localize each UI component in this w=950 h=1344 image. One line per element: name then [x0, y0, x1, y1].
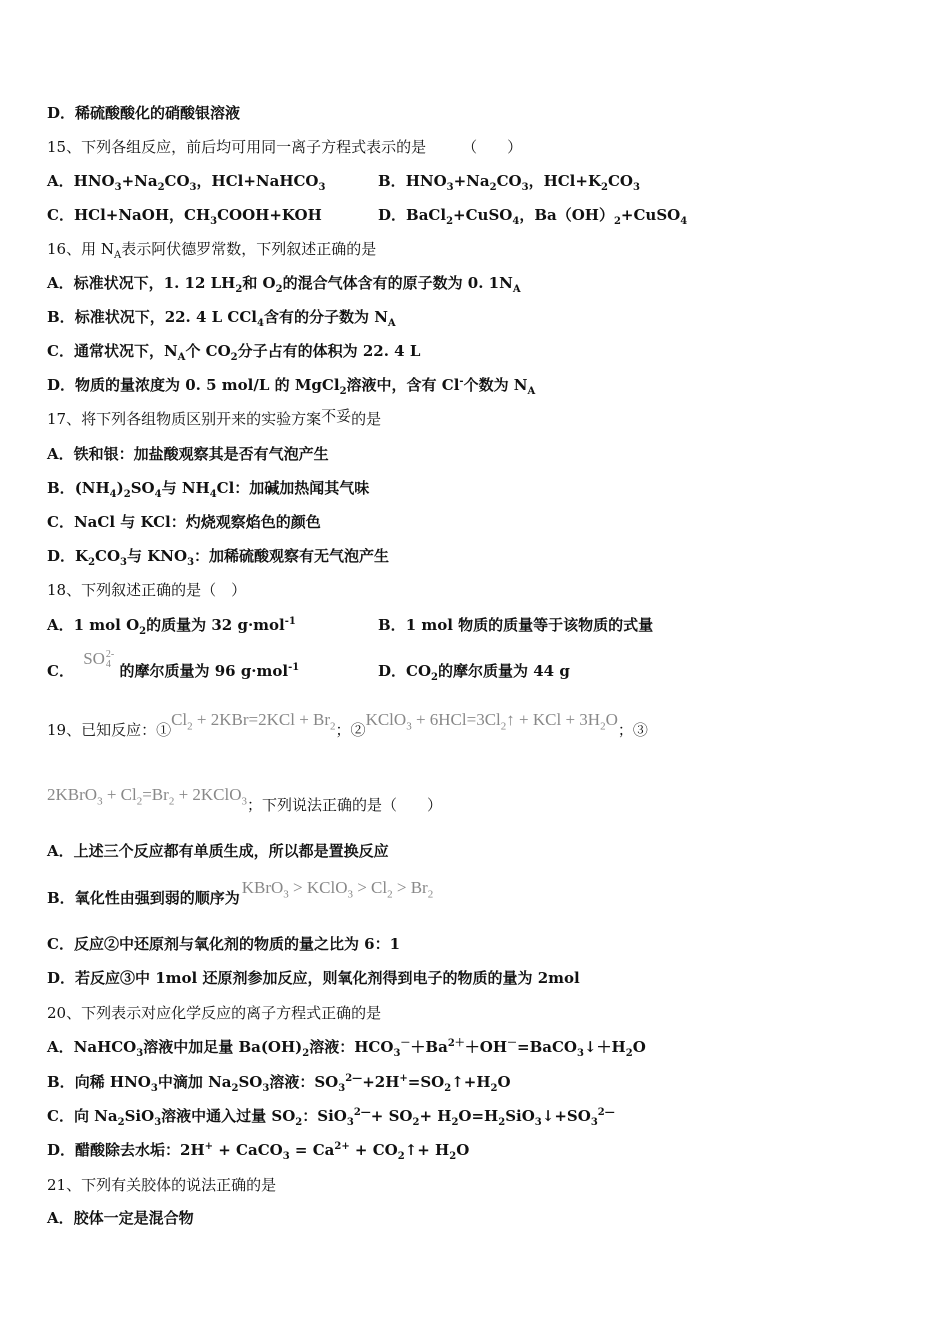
q15-options-ab: [47, 171, 640, 193]
q16-option-c: C．通常状况下，$N_A$个 $CO_2$分子占有的体积为 22. 4 L: [47, 342, 421, 363]
q15-options-cd: [47, 205, 688, 227]
q17-stem: 17、将下列各组物质区别开来的实验方案不妥的是: [47, 407, 382, 428]
q16-option-a: A．标准状况下，1. 12 $LH_2$和 $O_2$的混合气体含有的原子数为 0. $1N_A$: [47, 274, 521, 295]
q18-option-b: B．1 mol 物质的质量等于该物质的式量: [378, 616, 654, 634]
q17-option-b: B．$(NH_4)_2SO_4$与 $NH_4Cl$：加碱加热闻其气味: [47, 479, 370, 500]
equation-1: $Cl_2 + 2KBr=2KCl + Br_2$: [171, 710, 336, 733]
q15-stem: 15、下列各组反应，前后均可用同一离子方程式表示的是 （ ）: [47, 138, 523, 156]
q19-stem-line2: 2KBrO$_3$ + $Cl_2=Br_2$ + 2KClO$_3$；下列说法正确的是（ ）: [47, 785, 443, 814]
q19-option-c: C．反应②中还原剂与氧化剂的物质的量之比为 6：1: [47, 935, 401, 953]
q18-option-a: A．1 mol $O_2$的质量为 32 g·mol$^{-1}$: [47, 616, 296, 637]
q18-options-cd: [47, 649, 570, 683]
q15-option-b: B．$HNO_3+Na_2CO_3$，$HCl+K_2CO_3$: [378, 172, 640, 193]
q15-option-a: A．$HNO_3+Na_2CO_3$，HCl+NaHCO$_3$: [47, 172, 326, 193]
q20-option-c: C．向 $Na_2SiO_3$溶液中通入过量 $SO_2$：$SiO_3^{2—}+ SO_2+$ $H_2O=H_2SiO_3↓+SO_3^{2—}$: [47, 1107, 615, 1128]
equation-3: 2KBrO$_3$ + $Cl_2=Br_2$ + 2KClO$_3$: [47, 785, 248, 808]
q17-option-d: D．$K_2CO_3$与 $KNO_3$：加稀硫酸观察有无气泡产生: [47, 547, 390, 568]
q19-option-a: A．上述三个反应都有单质生成，所以都是置换反应: [47, 842, 389, 860]
q18-stem: 18、下列叙述正确的是（ ）: [47, 581, 247, 599]
q20-option-a: A．NaHCO$_3$溶液中加足量 $Ba(OH)_2$溶液：$HCO_3^-+Ba^{2+}+OH^-=BaCO_3↓+H_2O$: [47, 1038, 646, 1059]
q17-option-a: A．铁和银：加盐酸观察其是否有气泡产生: [47, 445, 329, 463]
q16-option-d: D．物质的量浓度为 0. 5 mol/L 的 MgCl$_2$溶液中，含有 Cl-个数为 $N_A$: [47, 376, 536, 397]
equation-2: KClO$_3$ + $6HCl=3Cl_2↑$ + KCl + $3H_2O$: [365, 710, 618, 733]
q16-option-b: B．标准状况下，22. 4 L CCl$_4$含有的分子数为 $N_A$: [47, 308, 396, 329]
q16-stem: 16、用 $N_A$表示阿伏德罗常数，下列叙述正确的是: [47, 240, 377, 261]
q19-option-b: B．氧化性由强到弱的顺序为KBrO$_3$ > KClO$_3$ > $Cl_2 > Br_2$: [47, 878, 434, 907]
sulfate-ion-formula: SO 2- 4: [83, 649, 115, 671]
q15-option-d: D．BaCl$_2$+CuSO$_4$，$Ba(OH)_2+CuSO_4$: [378, 206, 688, 227]
q18-options-ab: [47, 615, 654, 637]
q19-stem-line1: 19、已知反应：$①Cl_2 + 2KBr=2KCl + Br_2$；②KClO$_3$ + $6HCl=3Cl_2↑$ + KCl + $3H_2O$；③: [47, 710, 648, 739]
q14-option-d: D．稀硫酸酸化的硝酸银溶液: [47, 104, 241, 122]
q18-option-d: D．$CO_2$的摩尔质量为 44 g: [378, 662, 570, 683]
q17-option-c: C．NaCl 与 KCl：灼烧观察焰色的颜色: [47, 513, 321, 531]
q19-option-d: D．若反应③中 1mol 还原剂参加反应，则氧化剂得到电子的物质的量为 2mol: [47, 969, 580, 987]
q20-option-b: B．向稀 $HNO_3$中滴加 $Na_2SO_3$溶液：$SO_3^{2—}+2H^+=SO_2↑+H_2O$: [47, 1073, 511, 1094]
q15-option-c: C．HCl+NaOH，$CH_3COOH+KOH$: [47, 206, 322, 227]
oxidizer-order-formula: KBrO$_3$ > KClO$_3$ > $Cl_2 > Br_2$: [241, 878, 434, 901]
q21-option-a: A．胶体一定是混合物: [47, 1209, 194, 1227]
q21-stem: 21、下列有关胶体的说法正确的是: [47, 1176, 277, 1194]
q20-option-d: D．醋酸除去水垢：2H+ + CaCO$_3$ = $Ca^{2+}$ + $CO_2↑+ H_2O$: [47, 1141, 470, 1162]
q20-stem: 20、下列表示对应化学反应的离子方程式正确的是: [47, 1004, 382, 1022]
q18-option-c: C． SO 2- 4 的摩尔质量为 96 g·mol$^{-1}$: [47, 649, 300, 680]
